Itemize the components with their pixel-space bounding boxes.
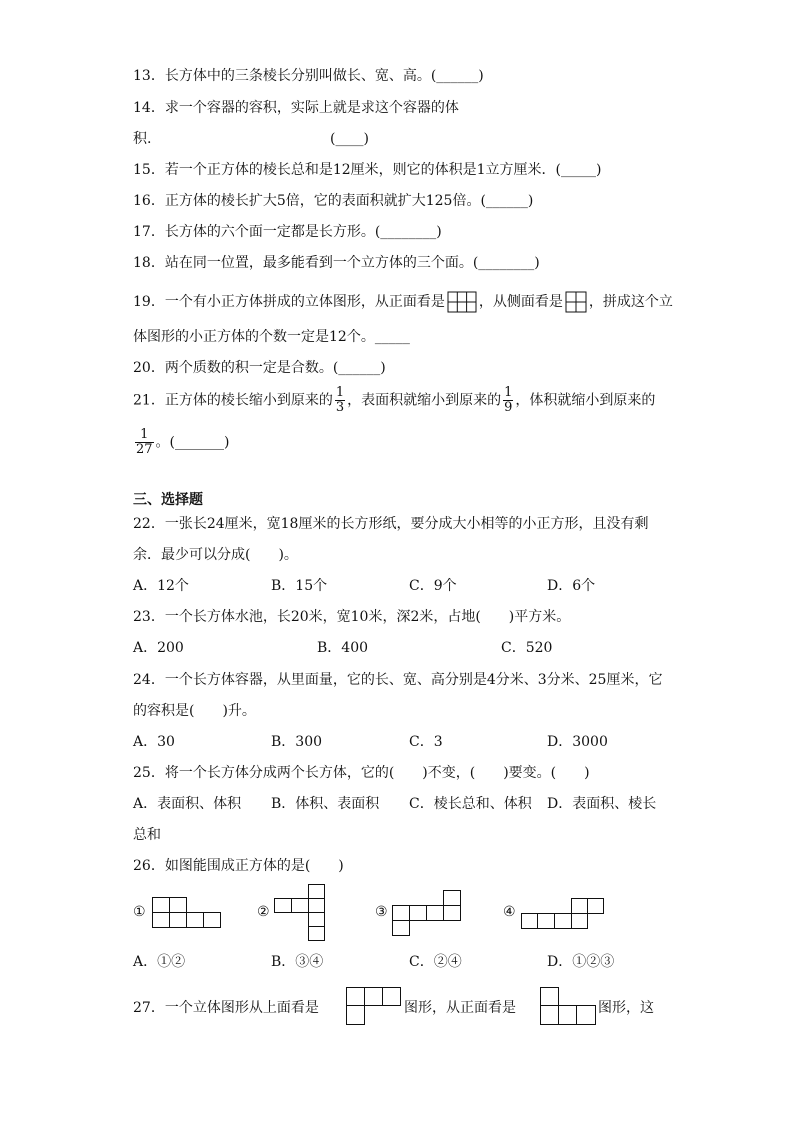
q23-option-c[interactable]: C．520 [501, 640, 553, 656]
cube-net-3 [392, 890, 462, 938]
question-26: 26．如图能围成正方体的是( ) [133, 858, 344, 874]
question-20: 20．两个质数的积一定是合数。(______) [133, 360, 386, 376]
front-view-grid-icon [447, 291, 477, 313]
q19-text-a: 19．一个有小正方体拼成的立体图形，从正面看是 [133, 294, 445, 310]
q24-option-b[interactable]: B．300 [271, 734, 323, 750]
top-view-grid-icon [346, 987, 402, 1027]
q22-option-c[interactable]: C．9个 [409, 578, 457, 594]
question-18: 18．站在同一位置，最多能看到一个立方体的三个面。(________) [133, 255, 540, 271]
question-16: 16．正方体的棱长扩大5倍，它的表面积就扩大125倍。(______) [133, 193, 534, 209]
q25-option-d-cont: 总和 [133, 827, 161, 843]
fraction-one-third: $\frac{1}{3}$ [335, 385, 345, 415]
cube-net-2 [274, 884, 326, 944]
q21-text-d: 。(_______) [155, 434, 230, 451]
question-14-blank: (____) [330, 131, 369, 147]
question-14-line2: 积. [133, 131, 152, 147]
question-15: 15．若一个正方体的棱长总和是12厘米，则它的体积是1立方厘米．(_____) [133, 162, 602, 178]
fraction-one-ninth: $\frac{1}{9}$ [504, 385, 513, 415]
question-24-line2: 的容积是( )升。 [133, 703, 256, 719]
question-13: 13．长方体中的三条棱长分别叫做长、宽、高。(______) [133, 68, 484, 84]
fraction-one-27th: $\frac{1}{27}$ [136, 427, 153, 457]
question-19-line2: 体图形的小正方体的个数一定是12个。_____ [133, 329, 410, 345]
q24-option-d[interactable]: D．3000 [547, 734, 608, 750]
q19-text-b: ，从侧面看是 [478, 294, 563, 310]
cube-net-1 [152, 897, 222, 929]
side-view-grid-icon [565, 291, 587, 313]
q24-option-c[interactable]: C．3 [409, 734, 443, 750]
q25-option-d[interactable]: D．表面积、棱长 [547, 796, 657, 812]
net-label-4: ④ [503, 904, 516, 920]
q23-option-b[interactable]: B．400 [317, 640, 369, 656]
q26-option-c[interactable]: C．②④ [409, 954, 462, 970]
question-19-line1 [133, 291, 673, 313]
q26-option-d[interactable]: D．①②③ [547, 954, 615, 970]
q25-option-a[interactable]: A．表面积、体积 [133, 796, 242, 812]
q21-text-b: ，表面积就缩小到原来的 [347, 392, 502, 409]
cube-net-4 [521, 898, 605, 932]
q22-option-a[interactable]: A．12个 [133, 578, 189, 594]
question-27-text-b: 图形，从正面看是 [404, 1000, 516, 1016]
q26-option-b[interactable]: B．③④ [271, 954, 324, 970]
q19-text-c: ，拼成这个立 [588, 294, 673, 310]
section-heading-choice: 三、选择题 [133, 492, 203, 508]
q24-option-a[interactable]: A．30 [133, 734, 175, 750]
q23-option-a[interactable]: A．200 [133, 640, 184, 656]
q26-option-a[interactable]: A．①② [133, 954, 186, 970]
q22-option-d[interactable]: D．6个 [547, 578, 596, 594]
net-label-2: ② [257, 904, 270, 920]
question-24-line1: 24．一个长方体容器，从里面量，它的长、宽、高分别是4分米、3分米、25厘米，它 [133, 672, 663, 688]
question-17: 17．长方体的六个面一定都是长方形。(________) [133, 224, 442, 240]
question-27-text-a: 27．一个立体图形从上面看是 [133, 1000, 319, 1016]
q25-option-c[interactable]: C．棱长总和、体积 [409, 796, 532, 812]
q21-text-c: ，体积就缩小到原来的 [515, 392, 656, 409]
net-label-1: ① [133, 904, 146, 920]
question-22-line2: 余．最少可以分成( )。 [133, 547, 298, 563]
question-21-line2 [133, 428, 229, 457]
question-21-line1 [133, 386, 655, 415]
question-25: 25．将一个长方体分成两个长方体，它的( )不变，( )要变。( ) [133, 765, 590, 781]
question-23: 23．一个长方体水池，长20米，宽10米，深2米，占地( )平方米。 [133, 609, 571, 625]
question-22-line1: 22．一张长24厘米，宽18厘米的长方形纸，要分成大小相等的小正方形，且没有剩 [133, 516, 649, 532]
front-view-l-grid-icon [540, 987, 598, 1027]
q22-option-b[interactable]: B．15个 [271, 578, 328, 594]
question-14-line1: 14．求一个容器的容积，实际上就是求这个容器的体 [133, 100, 459, 116]
q21-text-a: 21．正方体的棱长缩小到原来的 [133, 392, 333, 409]
question-27-text-c: 图形，这 [598, 1000, 654, 1016]
net-label-3: ③ [375, 904, 388, 920]
q25-option-b[interactable]: B．体积、表面积 [271, 796, 380, 812]
